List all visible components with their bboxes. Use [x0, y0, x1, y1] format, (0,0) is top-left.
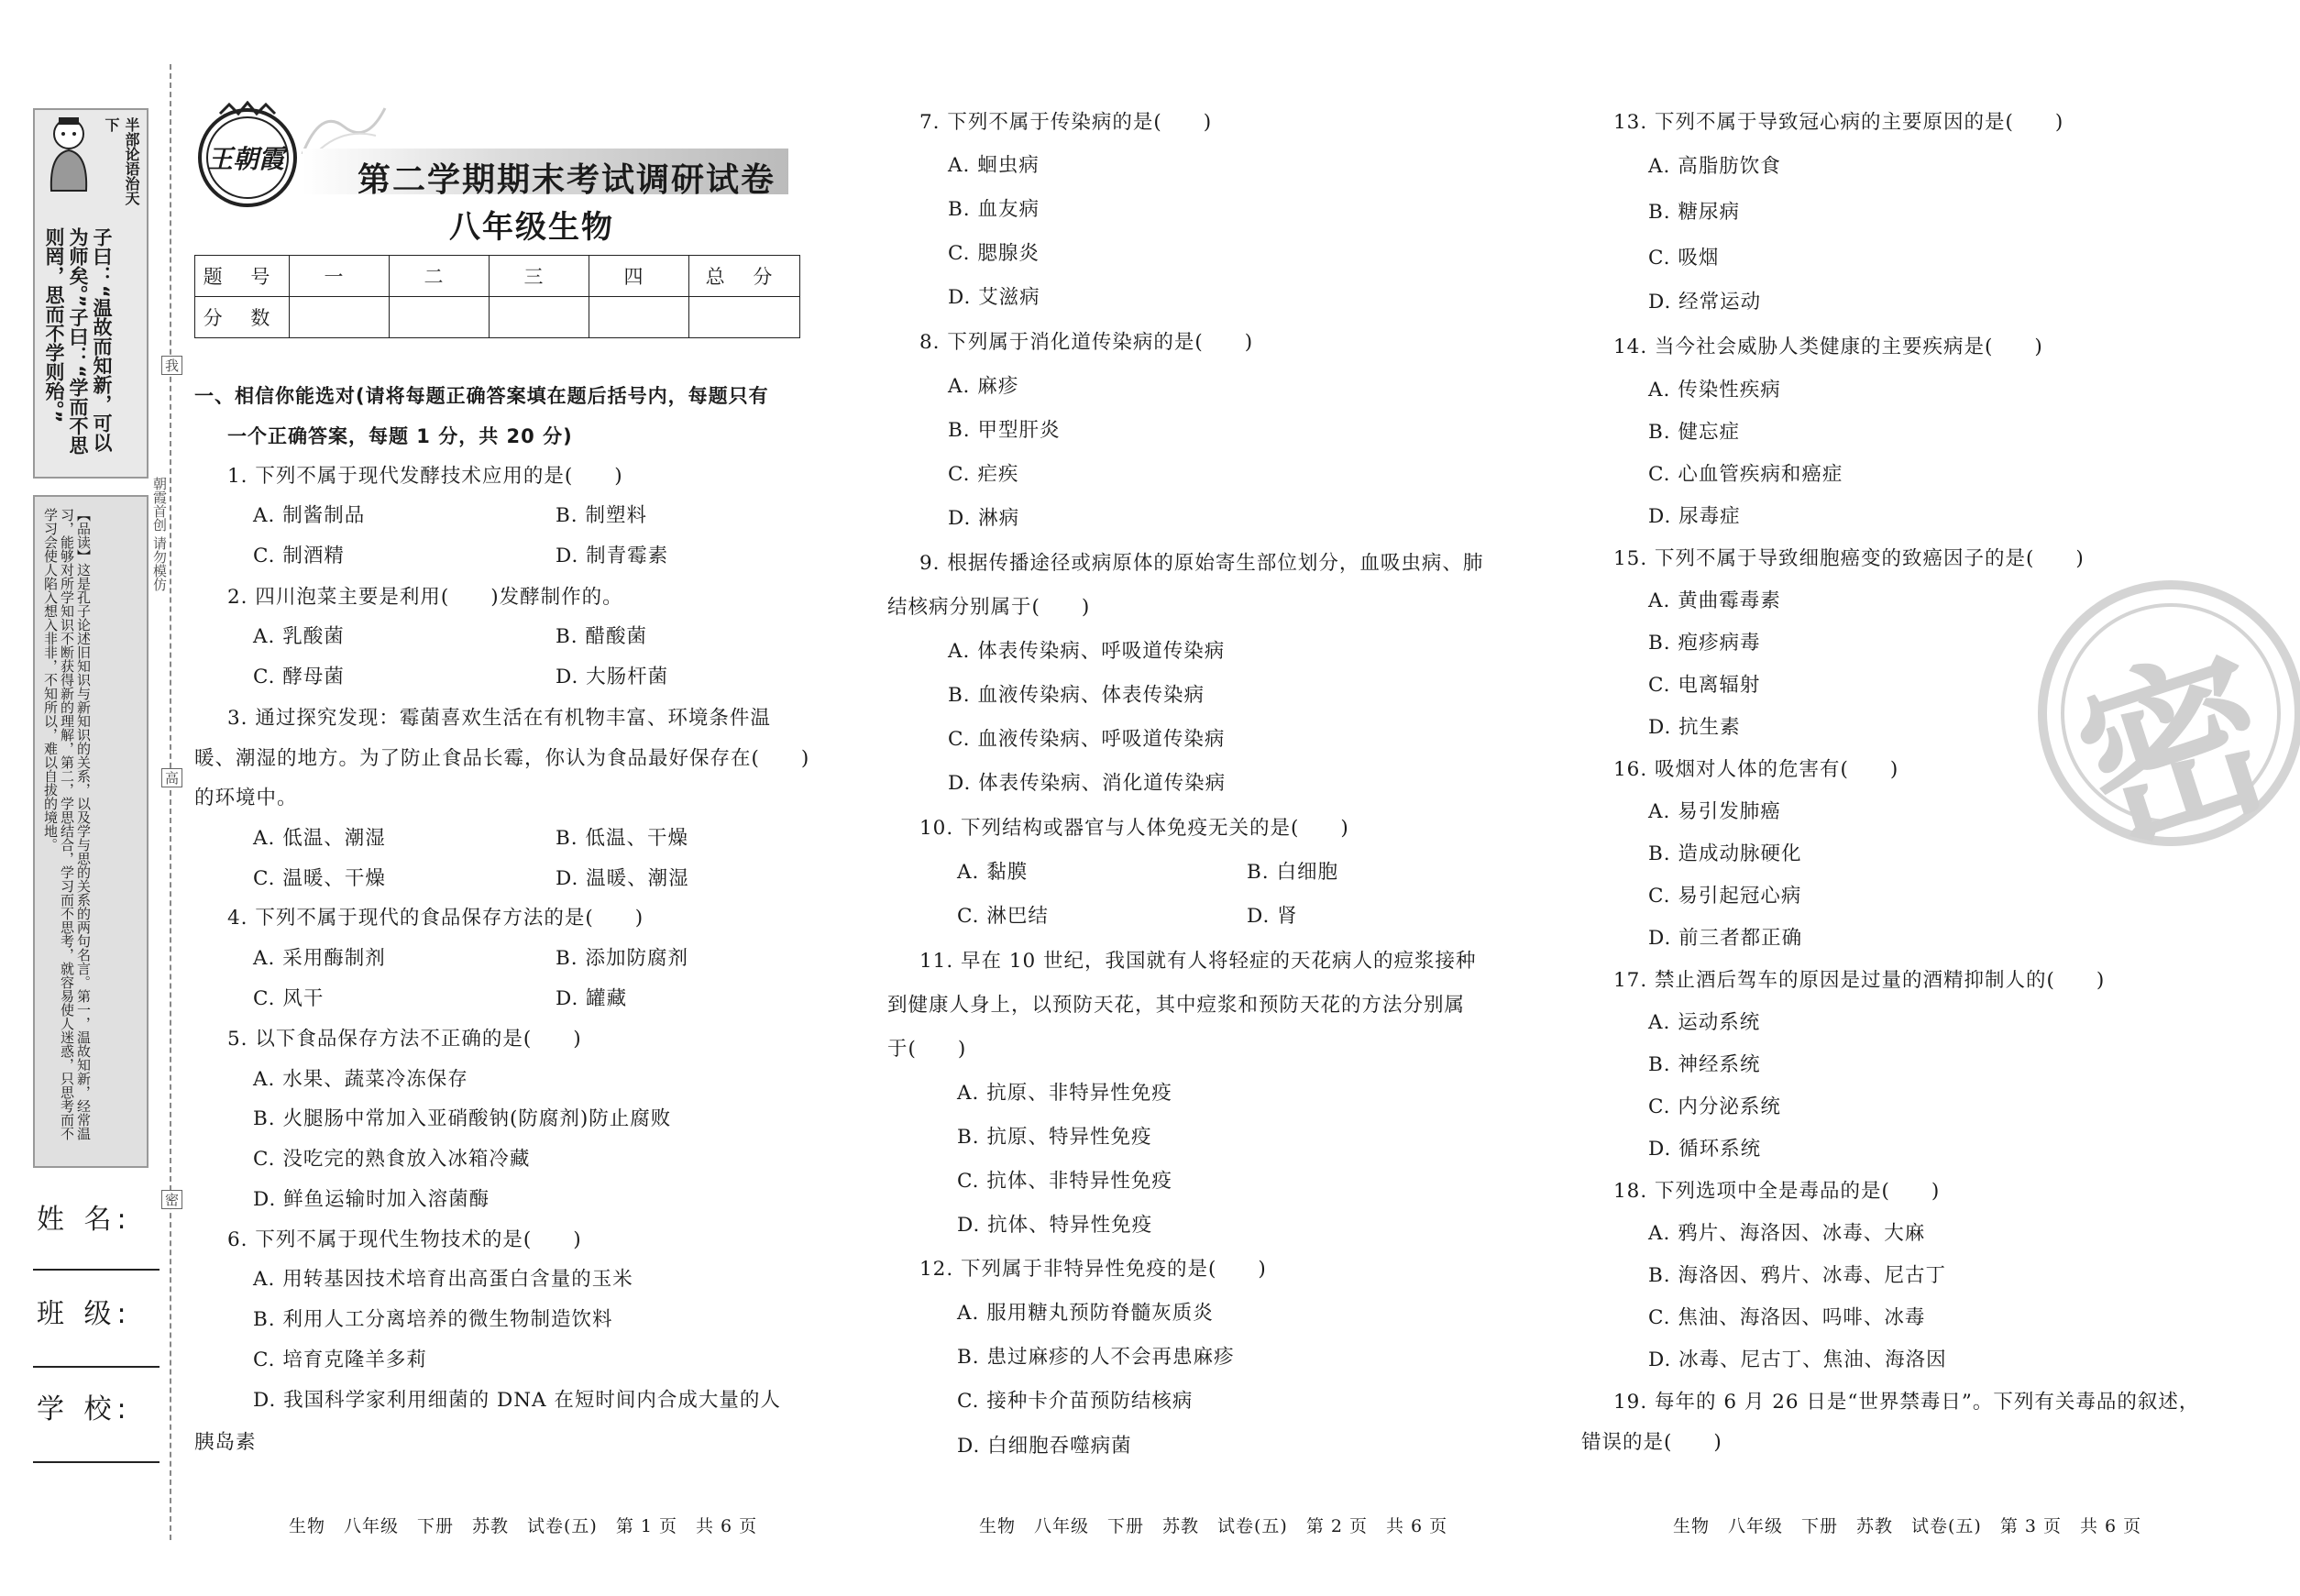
page-1-footer: 生物 八年级 下册 苏教 试卷(五) 第 1 页 共 6 页	[289, 1516, 758, 1536]
question-11: 11. 早在 10 世纪，我国就有人将轻症的天花病人的痘浆接种	[919, 950, 1477, 973]
option-16d: D. 前三者都正确	[1648, 927, 1803, 950]
section1-heading: 一、相信你能选对(请将每题正确答案填在题后括号内，每题只有	[194, 385, 769, 407]
question-19: 19. 每年的 6 月 26 日是“世界禁毒日”。下列有关毒品的叙述，	[1613, 1391, 2200, 1414]
option-11b: B. 抗原、特异性免疫	[957, 1126, 1152, 1149]
question-5: 5. 以下食品保存方法不正确的是( )	[227, 1028, 582, 1051]
option-13b: B. 糖尿病	[1648, 201, 1740, 224]
page-2-footer: 生物 八年级 下册 苏教 试卷(五) 第 2 页 共 6 页	[979, 1516, 1448, 1536]
question-17: 17. 禁止酒后驾车的原因是过量的酒精抑制人的( )	[1613, 969, 2106, 992]
option-15c: C. 电离辐射	[1648, 674, 1761, 697]
option-2c: C. 酵母菌	[253, 666, 345, 688]
question-16: 16. 吸烟对人体的危害有( )	[1613, 758, 1899, 781]
question-11-cont: 到健康人身上，以预防天花，其中痘浆和预防天花的方法分别属	[887, 994, 1466, 1017]
school-field[interactable]	[33, 1461, 160, 1463]
question-11-cont: 于( )	[887, 1038, 967, 1061]
motto-small: 半部论语治天下	[103, 117, 140, 205]
question-13: 13. 下列不属于导致冠心病的主要原因的是( )	[1613, 111, 2064, 134]
score-row-label: 分 数	[195, 297, 290, 338]
cut-note: 朝霞首创 请勿模仿	[151, 477, 168, 591]
option-9c: C. 血液传染病、呼吸道传染病	[948, 728, 1226, 751]
class-label: 班 级:	[37, 1298, 132, 1330]
option-11d: D. 抗体、特异性免疫	[957, 1214, 1153, 1237]
option-6d: D. 我国科学家利用细菌的 DNA 在短时间内合成大量的人	[253, 1389, 781, 1412]
option-4b: B. 添加防腐剂	[556, 947, 688, 970]
motto-panel	[33, 108, 149, 479]
option-3c: C. 温暖、干燥	[253, 867, 386, 890]
watermark-text: 密	[2055, 621, 2296, 882]
question-3: 3. 通过探究发现：霉菌喜欢生活在有机物丰富、环境条件温	[227, 707, 771, 730]
school-label: 学 校:	[37, 1393, 132, 1425]
option-7d: D. 艾滋病	[948, 286, 1040, 309]
score-header-cell: 一	[290, 256, 390, 297]
option-14d: D. 尿毒症	[1648, 505, 1741, 528]
question-8: 8. 下列属于消化道传染病的是( )	[919, 331, 1254, 354]
option-4a: A. 采用酶制剂	[253, 947, 386, 970]
question-12: 12. 下列属于非特异性免疫的是( )	[919, 1258, 1267, 1281]
option-18c: C. 焦油、海洛因、吗啡、冰毒	[1648, 1306, 1926, 1329]
option-4d: D. 罐藏	[556, 987, 628, 1010]
reading-note-panel	[33, 495, 149, 1168]
option-9d: D. 体表传染病、消化道传染病	[948, 772, 1227, 795]
question-7: 7. 下列不属于传染病的是( )	[919, 111, 1213, 134]
score-header-cell: 三	[490, 256, 589, 297]
option-13c: C. 吸烟	[1648, 247, 1720, 270]
option-3d: D. 温暖、潮湿	[556, 867, 689, 890]
option-15a: A. 黄曲霉毒素	[1648, 589, 1781, 612]
option-1c: C. 制酒精	[253, 545, 345, 567]
option-10a: A. 黏膜	[957, 861, 1029, 884]
question-19-cont: 错误的是( )	[1581, 1431, 1722, 1454]
option-6a: A. 用转基因技术培育出高蛋白含量的玉米	[253, 1268, 633, 1291]
option-6c: C. 培育克隆羊多莉	[253, 1348, 427, 1371]
option-6b: B. 利用人工分离培养的微生物制造饮料	[253, 1308, 613, 1331]
option-8a: A. 麻疹	[948, 375, 1019, 398]
exam-title: 第二学期期末考试调研试卷	[358, 161, 776, 199]
score-header-cell: 总 分	[689, 256, 800, 297]
option-5d: D. 鲜鱼运输时加入溶菌酶	[253, 1188, 490, 1211]
question-14: 14. 当今社会威胁人类健康的主要疾病是( )	[1613, 336, 2043, 358]
option-1a: A. 制酱制品	[253, 504, 366, 527]
score-header-cell: 题 号	[195, 256, 290, 297]
option-12d: D. 白细胞吞噬病菌	[957, 1435, 1132, 1458]
name-field[interactable]	[33, 1269, 160, 1271]
option-16a: A. 易引发肺癌	[1648, 800, 1781, 823]
cut-label-2: 高	[161, 768, 182, 787]
score-table	[194, 255, 800, 338]
option-18b: B. 海洛因、鸦片、冰毒、尼古丁	[1648, 1264, 1946, 1287]
option-15b: B. 疱疹病毒	[1648, 632, 1761, 655]
score-cell[interactable]	[390, 297, 490, 338]
option-7c: C. 腮腺炎	[948, 242, 1040, 265]
option-14a: A. 传染性疾病	[1648, 379, 1781, 402]
option-8b: B. 甲型肝炎	[948, 419, 1061, 442]
option-11a: A. 抗原、非特异性免疫	[957, 1082, 1172, 1105]
option-6d-cont: 胰岛素	[194, 1431, 257, 1454]
section1-heading-cont: 一个正确答案，每题 1 分，共 20 分)	[227, 425, 573, 447]
class-field[interactable]	[33, 1366, 160, 1368]
option-13d: D. 经常运动	[1648, 291, 1762, 314]
option-5b: B. 火腿肠中常加入亚硝酸钠(防腐剂)防止腐败	[253, 1107, 672, 1130]
option-3a: A. 低温、潮湿	[253, 827, 386, 850]
option-10b: B. 白细胞	[1247, 861, 1338, 884]
reading-note: 【品读】这是孔子论述旧知识与新知识的关系，以及学与思的关系的两句名言。第一，温故知新，经常温习，能够对所学知识不断获得新的理解，第二，学思结合，学习而不思考，就容易使人迷惑，只思考而不学习会使人陷入想入非非，不知所以，难以自拔的境地。	[42, 508, 92, 1140]
option-17b: B. 神经系统	[1648, 1053, 1761, 1076]
option-15d: D. 抗生素	[1648, 716, 1741, 739]
brand-logo-text: 王朝霞	[207, 144, 285, 174]
option-18d: D. 冰毒、尼古丁、焦油、海洛因	[1648, 1348, 1947, 1371]
page-3-footer: 生物 八年级 下册 苏教 试卷(五) 第 3 页 共 6 页	[1673, 1516, 2142, 1536]
option-17a: A. 运动系统	[1648, 1011, 1761, 1034]
option-14c: C. 心血管疾病和癌症	[1648, 463, 1843, 486]
question-3-cont: 暖、潮湿的地方。为了防止食品长霉，你认为食品最好保存在( )	[194, 747, 810, 770]
option-5c: C. 没吃完的熟食放入冰箱冷藏	[253, 1148, 531, 1171]
score-cell[interactable]	[689, 297, 800, 338]
confucius-quote: 子曰：“温故而知新，可以为师矣。”子曰：“学而不思则罔，思而不学则殆。”	[43, 227, 113, 456]
option-16c: C. 易引起冠心病	[1648, 885, 1802, 908]
option-12b: B. 患过麻疹的人不会再患麻疹	[957, 1346, 1235, 1369]
option-1d: D. 制青霉素	[556, 545, 669, 567]
question-6: 6. 下列不属于现代生物技术的是( )	[227, 1228, 582, 1251]
option-18a: A. 鸦片、海洛因、冰毒、大麻	[1648, 1222, 1926, 1245]
question-18: 18. 下列选项中全是毒品的是( )	[1613, 1180, 1941, 1203]
option-8d: D. 淋病	[948, 507, 1020, 530]
cut-line	[170, 64, 171, 1540]
question-4: 4. 下列不属于现代的食品保存方法的是( )	[227, 907, 644, 930]
option-17c: C. 内分泌系统	[1648, 1095, 1781, 1118]
option-16b: B. 造成动脉硬化	[1648, 842, 1802, 865]
question-15: 15. 下列不属于导致细胞癌变的致癌因子的是( )	[1613, 547, 2085, 570]
option-1b: B. 制塑料	[556, 504, 647, 527]
option-12a: A. 服用糖丸预防脊髓灰质炎	[957, 1302, 1214, 1325]
question-9-cont: 结核病分别属于( )	[887, 596, 1091, 619]
option-2b: B. 醋酸菌	[556, 625, 647, 648]
question-9: 9. 根据传播途径或病原体的原始寄生部位划分，血吸虫病、肺	[919, 552, 1484, 575]
score-table-score-row	[195, 297, 800, 338]
option-10d: D. 肾	[1247, 905, 1298, 928]
question-1: 1. 下列不属于现代发酵技术应用的是( )	[227, 465, 623, 488]
option-5a: A. 水果、蔬菜冷冻保存	[253, 1068, 468, 1091]
option-13a: A. 高脂肪饮食	[1648, 155, 1781, 178]
option-7b: B. 血友病	[948, 198, 1040, 221]
name-label: 姓 名:	[37, 1204, 132, 1236]
option-9a: A. 体表传染病、呼吸道传染病	[948, 640, 1226, 663]
score-header-cell: 四	[589, 256, 689, 297]
score-cell[interactable]	[589, 297, 689, 338]
option-10c: C. 淋巴结	[957, 905, 1049, 928]
option-12c: C. 接种卡介苗预防结核病	[957, 1390, 1194, 1413]
question-2: 2. 四川泡菜主要是利用( )发酵制作的。	[227, 586, 623, 609]
option-17d: D. 循环系统	[1648, 1138, 1762, 1161]
score-header-cell: 二	[390, 256, 490, 297]
question-3-cont: 的环境中。	[194, 787, 298, 809]
cut-label-1: 我	[161, 356, 182, 375]
option-2d: D. 大肠杆菌	[556, 666, 669, 688]
exam-subtitle: 八年级生物	[449, 209, 614, 246]
score-cell[interactable]	[290, 297, 390, 338]
option-11c: C. 抗体、非特异性免疫	[957, 1170, 1172, 1193]
score-cell[interactable]	[490, 297, 589, 338]
scholar-illustration-icon	[39, 114, 99, 193]
option-2a: A. 乳酸菌	[253, 625, 345, 648]
option-7a: A. 蛔虫病	[948, 154, 1040, 177]
option-4c: C. 风干	[253, 987, 325, 1010]
option-3b: B. 低温、干燥	[556, 827, 688, 850]
cut-label-3: 密	[161, 1190, 182, 1209]
option-8c: C. 疟疾	[948, 463, 1019, 486]
score-table-header-row	[195, 256, 800, 297]
option-14b: B. 健忘症	[1648, 421, 1740, 444]
option-9b: B. 血液传染病、体表传染病	[948, 684, 1205, 707]
question-10: 10. 下列结构或器官与人体免疫无关的是( )	[919, 817, 1349, 840]
